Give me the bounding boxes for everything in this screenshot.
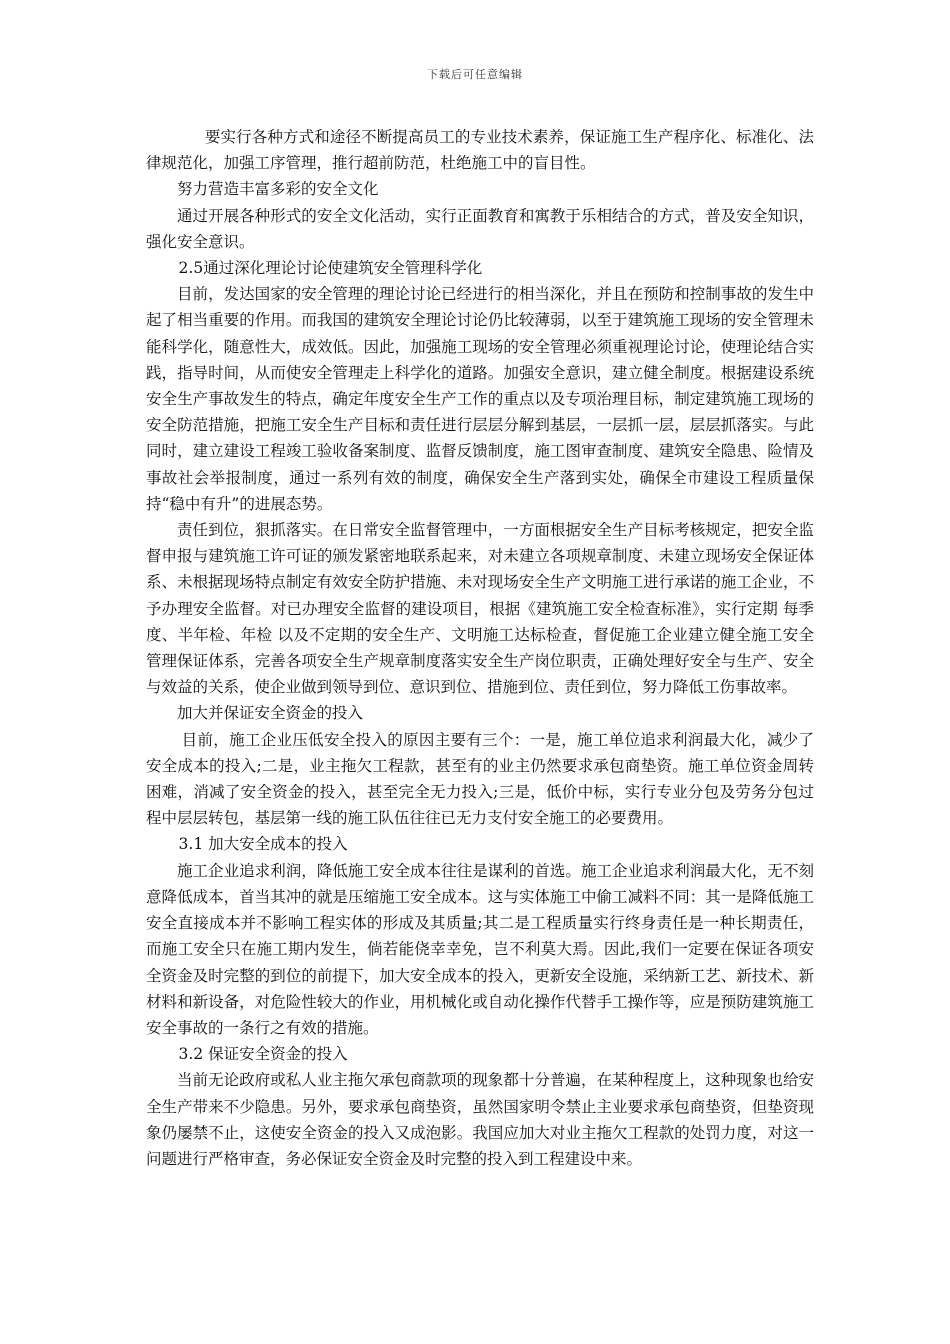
- section-heading: 2.5通过深化理论讨论使建筑安全管理科学化: [178, 259, 483, 278]
- section-heading: 3.1 加大安全成本的投入: [178, 835, 348, 854]
- paragraph: 责任到位，狠抓落实。在日常安全监督管理中，一方面根据安全生产目标考核规定，把安全监督申报与建筑施工许可证的颁发紧密地联系起来，对未建立各项规章制度、未建立现场安全保证体系、未根据现场特点制定有效安全防护措施、未对现场安全生产文明施工进行承诺的施工企业，不予办理安全监督。对已办理安全监督的建设项目，根据《建筑施工安全检查标准》，实行定期 每季度、半年检、年检 以及不定期的安全生产、文明施工达标检查，督促施工企业建立健全施工安全管理保证体系，完善各项安全生产规章制度落实安全生产岗位职责，正确处理好安全与生产、安全与效益的关系，使企业做到领导到位、意识到位、措施到位、责任到位，努力降低工伤事故率。: [146, 521, 814, 697]
- section-heading: 3.2 保证安全资金的投入: [178, 1045, 348, 1064]
- paragraph: 施工企业追求利润，降低施工安全成本往往是谋利的首选。施工企业追求利润最大化，无不刻意降低成本，首当其冲的就是压缩施工安全成本。这与实体施工中偷工减料不同：其一是降低施工安全直接成本并不影响工程实体的形成及其质量;其二是工程质量实行终身责任是一种长期责任，而施工安全只在施工期内发生，倘若能侥幸幸免，岂不利莫大焉。因此,我们一定要在保证各项安全资金及时完整的到位的前提下，加大安全成本的投入，更新安全设施，采纳新工艺、新技术、新材料和新设备，对危险性较大的作业，用机械化或自动化操作代替手工操作等，应是预防建筑施工安全事故的一条行之有效的措施。: [146, 861, 814, 1037]
- section-heading: 努力营造丰富多彩的安全文化: [177, 180, 379, 199]
- paragraph: 目前，施工企业压低安全投入的原因主要有三个：一是，施工单位追求利润最大化，减少了安全成本的投入;二是，业主拖欠工程款，甚至有的业主仍然要求承包商垫资。施工单位资金周转困难，消减了安全资金的投入，甚至完全无力投入;三是，低价中标，实行专业分包及劳务分包过程中层层转包，基层第一线的施工队伍往往已无力支付安全施工的必要费用。: [146, 730, 814, 828]
- paragraph: 通过开展各种形式的安全文化活动，实行正面教育和寓教于乐相结合的方式，普及安全知识，强化安全意识。: [146, 206, 814, 251]
- paragraph: 当前无论政府或私人业主拖欠承包商款项的现象都十分普遍，在某种程度上，这种现象也给安全生产带来不少隐患。另外，要求承包商垫资，虽然国家明令禁止主业要求承包商垫资，但垫资现象仍屡禁不止，这使安全资金的投入又成泡影。我国应加大对业主拖欠工程款的处罚力度，对这一问题进行严格审查，务必保证安全资金及时完整的投入到工程建设中来。: [146, 1071, 814, 1168]
- paragraph: 要实行各种方式和途径不断提高员工的专业技术素养，保证施工生产程序化、标准化、法律规范化，加强工序管理，推行超前防范，杜绝施工中的盲目性。: [146, 128, 814, 173]
- section-heading: 加大并保证安全资金的投入: [177, 704, 364, 723]
- paragraph: 目前，发达国家的安全管理的理论讨论已经进行的相当深化，并且在预防和控制事故的发生中起了相当重要的作用。而我国的建筑安全理论讨论仍比较薄弱，以至于建筑施工现场的安全管理未能科学化，随意性大，成效低。因此，加强施工现场的安全管理必须重视理论讨论，使理论结合实践，指导时间，从而使安全管理走上科学化的道路。加强安全意识，建立健全制度。根据建设系统安全生产事故发生的特点，确定年度安全生产工作的重点以及专项治理目标，制定建筑施工现场的安全防范措施，把施工安全生产目标和责任进行层层分解到基层，一层抓一层，层层抓落实。与此同时，建立建设工程竣工验收备案制度、监督反馈制度，施工图审查制度、建筑安全隐患、险情及事故社会举报制度，通过一系列有效的制度，确保安全生产落到实处，确保全市建设工程质量保持“稳中有升”的进展态势。: [146, 285, 814, 513]
- document-body: [146, 124, 814, 1172]
- page-header: 下载后可任意编辑: [427, 68, 523, 81]
